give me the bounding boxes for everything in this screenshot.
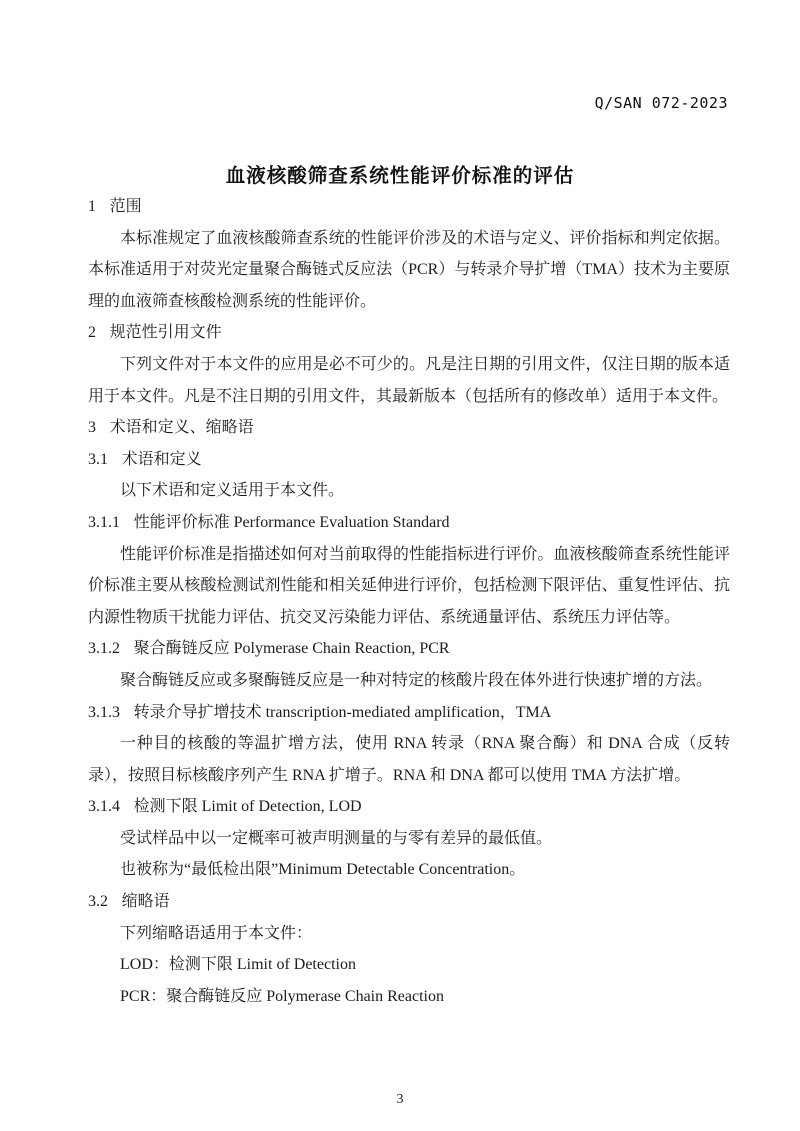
paragraph-text: 下列文件对于本文件的应用是必不可少的。凡是注日期的引用文件，仅注日期的版本适用于本文件。凡是不注日期的引用文件，其最新版本（包括所有的修改单）适用于本文件。 bbox=[88, 355, 730, 405]
body-paragraph bbox=[88, 539, 730, 634]
section-title: 缩略语 bbox=[121, 893, 170, 911]
page-number: 3 bbox=[396, 1092, 404, 1107]
section-heading bbox=[88, 191, 730, 223]
body-paragraph bbox=[88, 665, 730, 697]
body-paragraph bbox=[88, 981, 730, 1013]
section-heading bbox=[88, 412, 730, 444]
paragraph-text: 一种目的核酸的等温扩增方法，使用 RNA 转录（RNA 聚合酶）和 DNA 合成（反转录），按照目标核酸序列产生 RNA 扩增子。RNA 和 DNA 都可以使用 TMA 方法扩增。 bbox=[88, 735, 730, 784]
document-code-header: Q/SAN 072-2023 bbox=[594, 94, 728, 112]
section-number: 1 bbox=[88, 198, 96, 215]
body-paragraph bbox=[88, 728, 730, 791]
paragraph-text: 聚合酶链反应或多聚酶链反应是一种对特定的核酸片段在体外进行快速扩增的方法。 bbox=[120, 671, 713, 689]
document-body bbox=[88, 191, 730, 1012]
paragraph-text: 也被称为“最低检出限”Minimum Detectable Concentration。 bbox=[120, 861, 526, 879]
paragraph-text: LOD：检测下限 Limit of Detection bbox=[120, 956, 356, 974]
section-title: 术语和定义 bbox=[121, 450, 202, 468]
body-paragraph bbox=[88, 223, 730, 318]
section-heading bbox=[88, 697, 730, 729]
body-paragraph bbox=[88, 918, 730, 950]
section-title: 聚合酶链反应 Polymerase Chain Reaction, PCR bbox=[133, 640, 450, 658]
body-paragraph bbox=[88, 949, 730, 981]
section-number: 2 bbox=[88, 324, 96, 342]
section-title: 性能评价标准 Performance Evaluation Standard bbox=[133, 513, 450, 531]
section-title: 检测下限 Limit of Detection, LOD bbox=[133, 798, 362, 816]
document-title: 血液核酸筛查系统性能评价标准的评估 bbox=[225, 166, 575, 187]
paragraph-text: PCR：聚合酶链反应 Polymerase Chain Reaction bbox=[120, 987, 444, 1005]
paragraph-text: 性能评价标准是指描述如何对当前取得的性能指标进行评价。血液核酸筛查系统性能评价标准主要从核酸检测试剂性能和相关延伸进行评价，包括检测下限评估、重复性评估、抗内源性物质干扰能力评估、抗交叉污染能力评估、系统通量评估、系统压力评估等。 bbox=[88, 545, 730, 626]
section-title: 规范性引用文件 bbox=[109, 324, 222, 342]
section-heading bbox=[88, 317, 730, 349]
paragraph-text: 下列缩略语适用于本文件： bbox=[120, 924, 313, 942]
paragraph-text: 受试样品中以一定概率可被声明测量的与零有差异的最低值。 bbox=[120, 829, 553, 847]
section-title: 转录介导扩增技术 transcription-mediated amplification，TMA bbox=[133, 703, 552, 721]
section-number: 3.2 bbox=[88, 893, 108, 911]
section-number: 3.1 bbox=[88, 450, 108, 468]
section-number: 3.1.1 bbox=[88, 513, 120, 531]
section-heading bbox=[88, 633, 730, 665]
section-title: 术语和定义、缩略语 bbox=[109, 419, 254, 437]
body-paragraph bbox=[88, 475, 730, 507]
section-heading bbox=[88, 507, 730, 539]
section-heading bbox=[88, 444, 730, 476]
body-paragraph bbox=[88, 854, 730, 886]
section-title: 范围 bbox=[109, 198, 142, 215]
section-number: 3.1.4 bbox=[88, 798, 120, 816]
section-number: 3.1.3 bbox=[88, 703, 120, 721]
body-paragraph bbox=[88, 823, 730, 855]
section-number: 3 bbox=[88, 419, 96, 437]
paragraph-text: 以下术语和定义适用于本文件。 bbox=[120, 482, 345, 500]
section-heading bbox=[88, 886, 730, 918]
section-heading bbox=[88, 791, 730, 823]
body-paragraph bbox=[88, 349, 730, 412]
section-number: 3.1.2 bbox=[88, 640, 120, 658]
paragraph-text: 本标准规定了血液核酸筛查系统的性能评价涉及的术语与定义、评价指标和判定依据。本标准适用于对荧光定量聚合酶链式反应法（PCR）与转录介导扩增（TMA）技术为主要原理的血液筛查核酸检测系统的性能评价。 bbox=[88, 229, 730, 310]
